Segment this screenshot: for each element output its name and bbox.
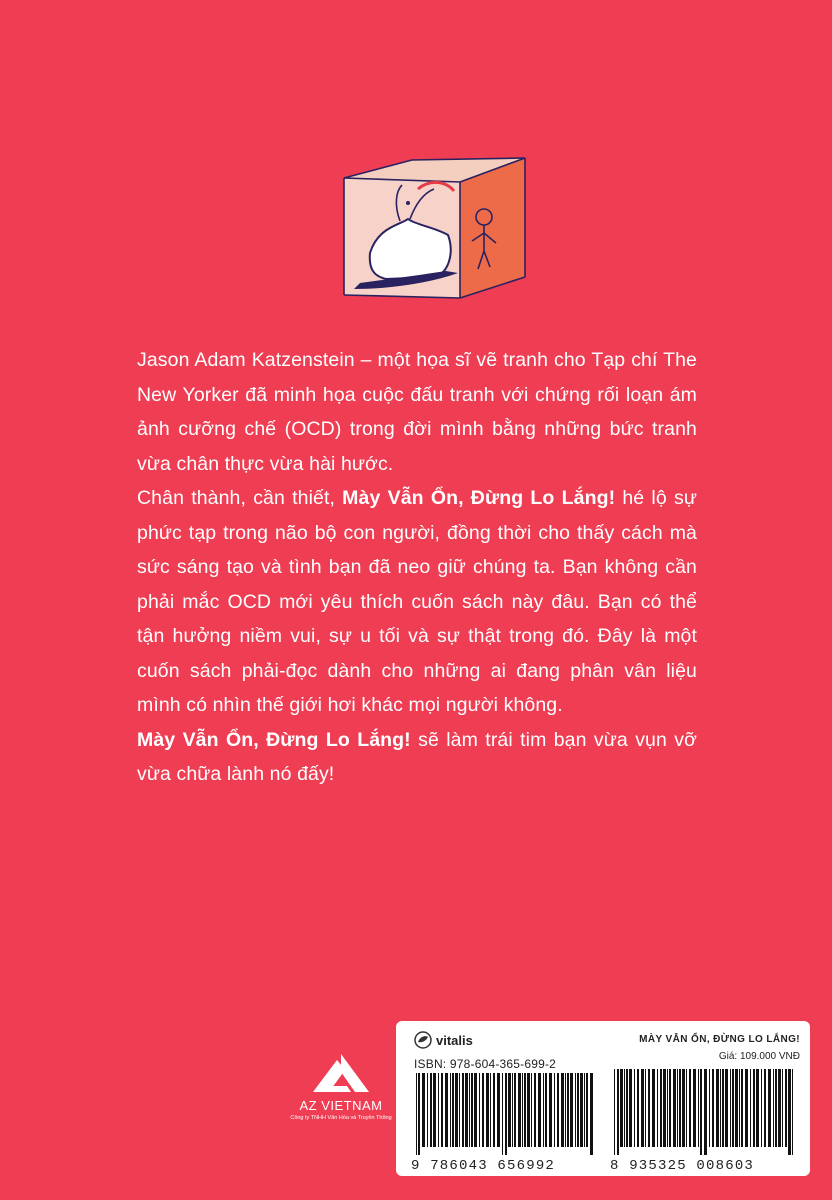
barcode-bar	[479, 1073, 480, 1147]
barcode-bar	[471, 1073, 473, 1147]
barcode-bar	[577, 1073, 579, 1147]
barcode-bar	[534, 1073, 536, 1147]
blurb-p2-intro: Chân thành, cần thiết,	[137, 487, 343, 509]
barcode-bar	[505, 1073, 507, 1155]
barcode-bar	[679, 1069, 681, 1147]
isbn-text: ISBN: 978-604-365-699-2	[414, 1057, 557, 1071]
barcode-bar	[648, 1069, 650, 1147]
barcode-bar	[764, 1069, 766, 1147]
barcode-bar	[761, 1069, 762, 1147]
book-title-bold-2: Mày Vẫn Ổn, Đừng Lo Lắng!	[137, 728, 411, 751]
barcode-bar	[693, 1069, 696, 1147]
barcode-bar	[730, 1069, 731, 1147]
barcode-bar	[580, 1073, 583, 1147]
barcode-bar	[614, 1069, 615, 1155]
barcode-bar	[739, 1069, 740, 1147]
barcode-bar	[689, 1069, 691, 1147]
barcode-bar	[438, 1073, 439, 1147]
az-logo-icon	[311, 1052, 371, 1094]
barcode-bar	[645, 1069, 646, 1147]
barcode-bar	[773, 1069, 774, 1147]
barcode-bar	[637, 1069, 639, 1147]
barcode-bar	[567, 1073, 569, 1147]
barcode-bar	[584, 1073, 585, 1147]
blurb-paragraph-3	[137, 723, 697, 792]
barcode-bar	[570, 1073, 573, 1147]
barcode-bar	[657, 1069, 658, 1147]
barcode-bar	[741, 1069, 743, 1147]
barcode-bar	[465, 1073, 468, 1147]
barcode-bar	[725, 1069, 728, 1147]
barcode-bar	[474, 1073, 477, 1147]
blurb-p2-body: hé lộ sự phức tạp trong não bộ con người, đồng thời cho thấy cách mà sức sáng tạo và tình bạn đã neo giữ chúng ta. Bạn không cần phải mắc OCD mới yêu thích cuốn sách này đâu. Bạn có thể tận hưởng niềm vui, sự u tối và sự thật trong đó. Đây là một cuốn sách phải-đọc dành cho những ai đang phân vân liệu mình có nhìn thế giới hơi khác mọi người không.	[137, 487, 697, 716]
barcode-bar	[735, 1069, 738, 1147]
barcode-bar	[629, 1069, 632, 1147]
barcode-bar	[527, 1073, 530, 1147]
publisher-logo	[280, 1052, 402, 1121]
barcode-bar	[497, 1073, 500, 1147]
barcode-bar	[518, 1073, 521, 1147]
barcode-bar	[682, 1069, 685, 1147]
barcode-bar	[490, 1073, 491, 1147]
barcode-bar	[667, 1069, 668, 1147]
barcode-bar	[452, 1073, 454, 1147]
price-text: Giá: 109.000 VNĐ	[718, 1051, 800, 1062]
vitalis-leaf-icon	[414, 1031, 432, 1049]
barcode-bar	[624, 1069, 625, 1147]
isbn-barcode-digits: 9 786043 656992	[411, 1158, 556, 1174]
barcode-bar	[522, 1073, 523, 1147]
product-barcode	[612, 1069, 797, 1155]
barcode-bar	[482, 1073, 484, 1147]
barcode-bar	[745, 1069, 748, 1147]
barcode-bar	[704, 1069, 707, 1155]
barcode-bar	[669, 1069, 671, 1147]
barcode-panel	[396, 1021, 810, 1176]
barcode-bar	[788, 1069, 791, 1155]
barcode-bar	[557, 1073, 559, 1147]
back-cover-blurb	[137, 343, 697, 792]
barcode-bar	[586, 1073, 588, 1147]
blurb-paragraph-1: Jason Adam Katzenstein – một họa sĩ vẽ tranh cho Tạp chí The New Yorker đã minh họa cuộc đấu tranh với chứng rối loạn ám ảnh cưỡng chế (OCD) trong đời mình bằng những bức tranh vừa chân thực vừa hài hước.	[137, 349, 697, 475]
barcode-bar	[493, 1073, 495, 1147]
barcode-bar	[698, 1069, 699, 1147]
barcode-bar	[538, 1073, 541, 1147]
barcode-bar	[782, 1069, 783, 1147]
barcode-bar	[732, 1069, 734, 1147]
barcode-bar	[756, 1069, 759, 1147]
barcode-bar	[418, 1073, 420, 1155]
barcode-bar	[775, 1069, 777, 1147]
barcode-bar	[422, 1073, 425, 1147]
publisher-name: AZ VIETNAM	[299, 1098, 383, 1113]
imprint-logo	[414, 1031, 473, 1049]
barcode-bar	[641, 1069, 644, 1147]
barcode-bar	[514, 1073, 516, 1147]
barcode-bar	[722, 1069, 724, 1147]
barcode-bar	[673, 1069, 676, 1147]
barcode-bar	[785, 1069, 787, 1147]
barcode-bar	[543, 1073, 544, 1147]
barcode-bar	[720, 1069, 721, 1147]
barcode-bar	[450, 1073, 451, 1147]
barcode-bar	[508, 1073, 511, 1147]
barcode-bar	[441, 1073, 443, 1147]
barcode-bar	[462, 1073, 464, 1147]
barcode-bar	[502, 1073, 503, 1155]
barcode-bar	[549, 1073, 552, 1147]
barcode-bar	[590, 1073, 593, 1155]
barcode-bar	[545, 1073, 547, 1147]
barcode-bar	[716, 1069, 719, 1147]
barcode-bar	[459, 1073, 460, 1147]
barcode-bar	[663, 1069, 666, 1147]
barcode-bar	[792, 1069, 793, 1155]
imprint-name: vitalis	[436, 1032, 473, 1048]
barcode-bar	[652, 1069, 655, 1147]
barcode-bar	[416, 1073, 417, 1155]
barcode-bar	[430, 1073, 432, 1147]
barcode-bar	[712, 1069, 714, 1147]
barcode-bar	[626, 1069, 628, 1147]
barcode-book-title: MÀY VẪN ỔN, ĐỪNG LO LẮNG!	[639, 1034, 800, 1045]
barcode-bar	[427, 1073, 428, 1147]
barcode-bar	[686, 1069, 687, 1147]
blurb-paragraph-2	[137, 481, 697, 723]
barcode-bar	[709, 1069, 710, 1147]
barcode-bar	[768, 1069, 771, 1147]
barcode-bar	[469, 1073, 470, 1147]
barcode-bar	[660, 1069, 662, 1147]
barcode-bar	[677, 1069, 678, 1147]
barcode-bar	[634, 1069, 635, 1147]
barcode-bar	[445, 1073, 448, 1147]
book-title-bold: Mày Vẫn Ổn, Đừng Lo Lắng!	[342, 487, 616, 509]
barcode-bar	[554, 1073, 555, 1147]
barcode-bar	[512, 1073, 513, 1147]
barcode-bar	[778, 1069, 781, 1147]
barcode-bar	[617, 1069, 619, 1155]
blurb-p3-body: sẽ làm trái tim bạn vừa vụn vỡ vừa chữa lành nó đấy!	[137, 728, 698, 785]
isbn-barcode	[414, 1073, 599, 1155]
publisher-subtitle: Công ty TNHH Văn Hóa và Truyền Thông	[290, 1115, 392, 1121]
barcode-bar	[620, 1069, 623, 1147]
barcode-bar	[575, 1073, 576, 1147]
barcode-bar	[565, 1073, 566, 1147]
barcode-bar	[753, 1069, 755, 1147]
barcode-bar	[700, 1069, 702, 1155]
cover-illustration	[330, 155, 530, 300]
barcode-bar	[433, 1073, 436, 1147]
barcode-bar	[486, 1073, 489, 1147]
barcode-bar	[750, 1069, 751, 1147]
product-barcode-digits: 8 935325 008603	[610, 1158, 755, 1174]
barcode-bar	[531, 1073, 532, 1147]
barcode-bar	[524, 1073, 526, 1147]
barcode-bar	[561, 1073, 564, 1147]
barcode-bar	[455, 1073, 458, 1147]
